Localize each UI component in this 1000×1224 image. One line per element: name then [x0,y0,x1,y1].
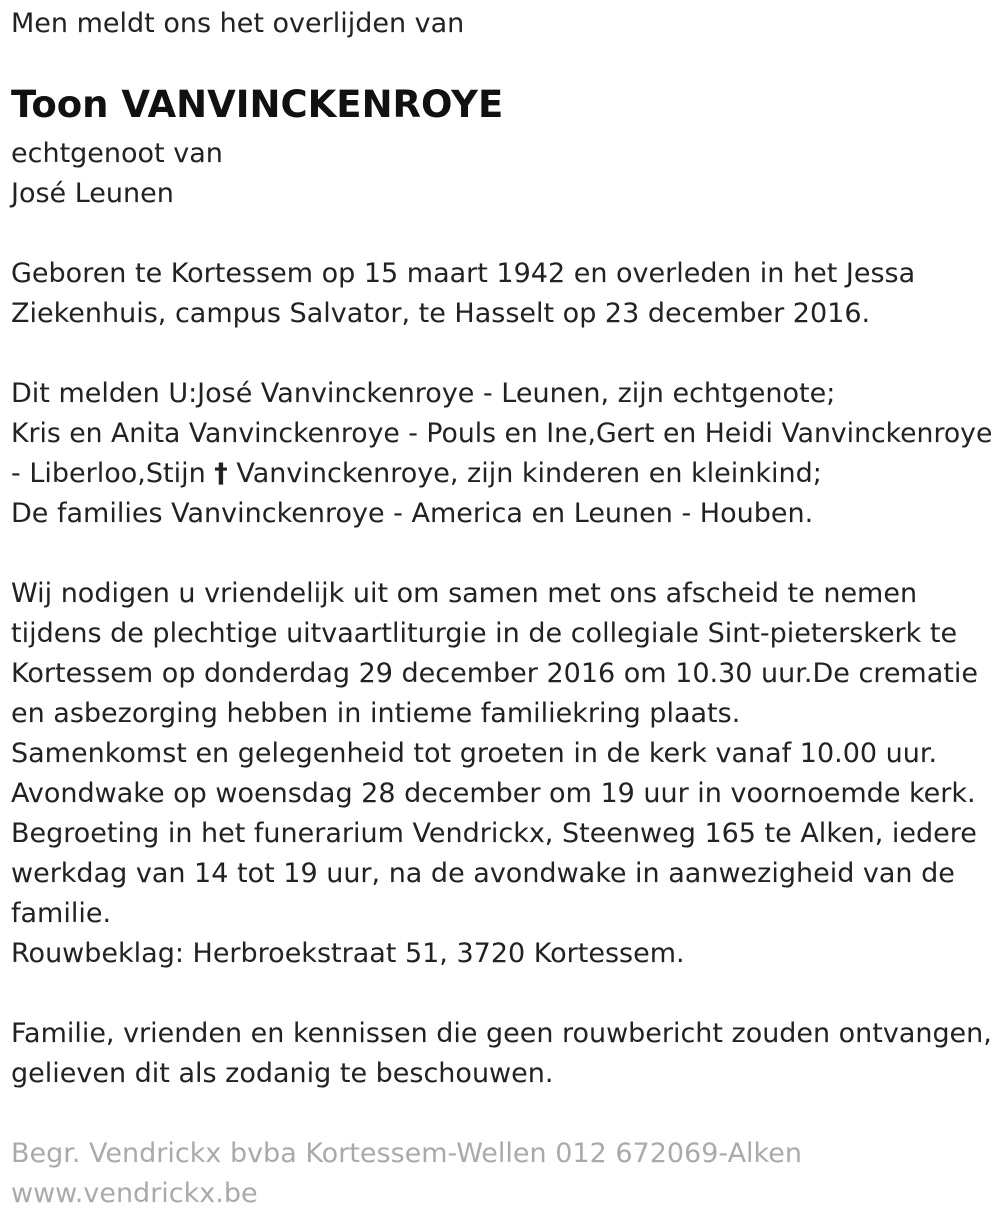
ceremony-line-6: Avondwake op woensdag 28 december om 19 uur in voornoemde kerk. [11,778,976,809]
birth-death-line-2: Ziekenhuis, campus Salvator, te Hasselt op 23 december 2016. [11,298,871,329]
birth-death-line-1: Geboren te Kortessem op 15 maart 1942 en overleden in het Jessa [11,258,916,289]
ceremony-line-8: werkdag van 14 tot 19 uur, na de avondwake in aanwezigheid van de [11,858,955,889]
funeral-home-info: Begr. Vendrickx bvba Kortessem-Wellen 012 672069-Alken [11,1138,802,1169]
relation-label: echtgenoot van [11,138,223,169]
closing-line-2: gelieven dit als zodanig te beschouwen. [11,1058,554,1089]
spouse-name: José Leunen [11,178,174,209]
family-line-3-before: - Liberloo,Stijn [11,458,206,489]
ceremony-line-5: Samenkomst en gelegenheid tot groeten in de kerk vanaf 10.00 uur. [11,738,938,769]
closing-line-1: Familie, vrienden en kennissen die geen rouwbericht zouden ontvangen, [11,1018,992,1049]
family-line-2: Kris en Anita Vanvinckenroye - Pouls en Ine,Gert en Heidi Vanvinckenroye [11,418,993,449]
ceremony-line-1: Wij nodigen u vriendelijk uit om samen met ons afscheid te nemen [11,578,918,609]
website-link[interactable]: www.vendrickx.be [11,1178,258,1209]
cross-icon: † [214,458,228,489]
family-line-1: Dit melden U:José Vanvinckenroye - Leunen, zijn echtgenote; [11,378,836,409]
deceased-name: Toon VANVINCKENROYE [11,83,504,126]
family-line-3-after: Vanvinckenroye, zijn kinderen en kleinkind; [236,458,822,489]
intro-text: Men meldt ons het overlijden van [11,8,465,39]
condolence-address: Rouwbeklag: Herbroekstraat 51, 3720 Kortessem. [11,938,685,969]
ceremony-line-4: en asbezorging hebben in intieme familiekring plaats. [11,698,741,729]
ceremony-line-9: familie. [11,898,112,929]
ceremony-line-2: tijdens de plechtige uitvaartliturgie in de collegiale Sint-pieterskerk te [11,618,958,649]
family-line-4: De families Vanvinckenroye - America en Leunen - Houben. [11,498,814,529]
ceremony-line-3: Kortessem op donderdag 29 december 2016 om 10.30 uur.De crematie [11,658,978,689]
ceremony-line-7: Begroeting in het funerarium Vendrickx, Steenweg 165 te Alken, iedere [11,818,977,849]
family-line-3 [11,454,822,494]
